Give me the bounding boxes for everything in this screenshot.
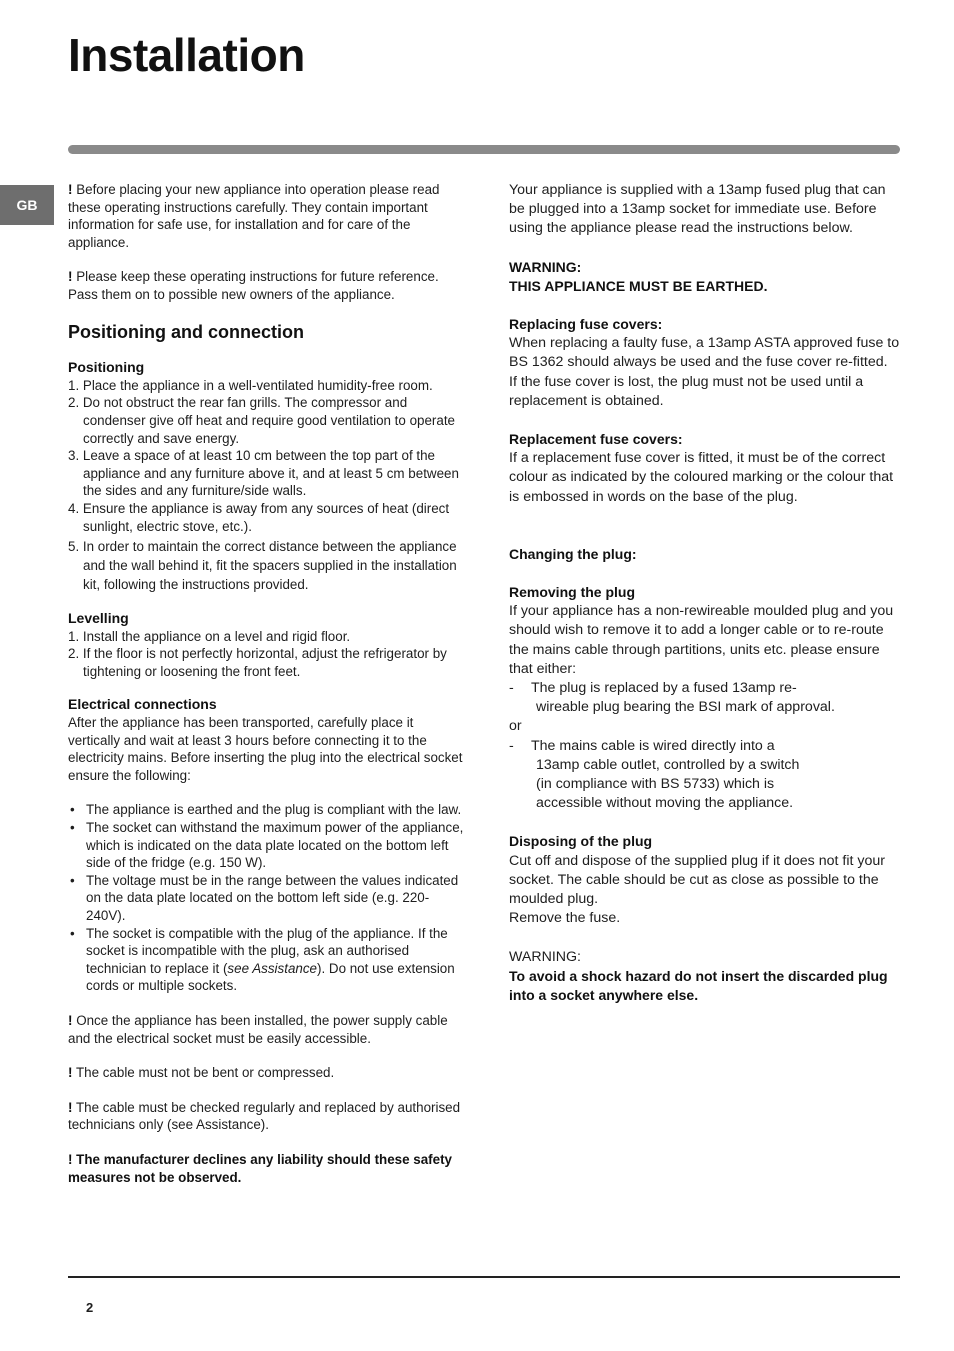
remove-fuse-text: Remove the fuse.: [509, 910, 621, 927]
left-column: [68, 181, 464, 1186]
note-text: The cable must not be bent or compressed.: [72, 1065, 335, 1081]
page-number: 2: [86, 1300, 94, 1315]
replacement-heading: Replacement fuse covers:: [509, 431, 683, 448]
exclamation-mark: !: [68, 182, 73, 197]
note-text: The cable must be checked regularly and replaced by authorised technicians only (see Assistance).: [68, 1099, 461, 1133]
list-item: 2. If the floor is not perfectly horizontal, adjust the refrigerator by tightening or loosening the front feet.: [68, 646, 447, 679]
positioning-list: [68, 377, 464, 594]
replacement-text: If a replacement fuse cover is fitted, it must be of the correct colour as indicated by the coloured marking or the colour that is embossed in words on the base of the plug.: [509, 450, 894, 505]
removing-text: If your appliance has a non-rewireable moulded plug and you should wish to remove it to add a longer cable or to re-route the mains cable through partitions, units etc. please ensure that either:: [509, 603, 894, 677]
note-accessible: [68, 1012, 464, 1047]
disposing-heading: Disposing of the plug: [509, 833, 653, 850]
right-column: [509, 181, 901, 1005]
note-cable-checked: [68, 1099, 464, 1134]
or-text: or: [509, 718, 522, 735]
language-tab: GB: [0, 185, 54, 225]
exclamation-mark: !: [68, 1065, 73, 1081]
replacing-text: When replacing a faulty fuse, a 13amp ASTA approved fuse to BS 1362 should always be used and the fuse cover re-fitted.: [509, 335, 900, 371]
changing-heading: Changing the plug:: [509, 545, 637, 562]
shock-warning-label: WARNING:: [509, 948, 581, 965]
list-item: [68, 925, 464, 995]
dash-mark: -: [509, 737, 514, 754]
list-item: • The voltage must be in the range between the values indicated on the data plate located on the bottom left side (e.g. 220-240V).: [68, 872, 464, 925]
page-title: Installation: [68, 29, 305, 81]
footer-rule: [68, 1276, 900, 1278]
earth-warning-label: WARNING:: [509, 258, 582, 275]
intro-note-1-text: Before placing your new appliance into operation please read these operating instructions carefully. They contain important information for safe use, for installation and for care of the appliance.: [68, 182, 440, 250]
disposing-text: Cut off and dispose of the supplied plug if it does not fit your socket. The cable should be cut as close as possible to the moulded plug.: [509, 852, 885, 908]
plug-intro: Your appliance is supplied with a 13amp fused plug that can be plugged into a 13amp socket for immediate use. Before using the appliance please read the instructions below.: [509, 182, 886, 237]
bullet-text: The socket is compatible with the plug of the appliance. If the socket is incompatible with the plug, ask an authorised technician to replace it (: [86, 925, 448, 976]
shock-warning-text: To avoid a shock hazard do not insert the discarded plug into a socket anywhere else.: [509, 967, 888, 1003]
option-text: The plug is replaced by a fused 13amp re-: [531, 680, 797, 697]
note-text: Once the appliance has been installed, the power supply cable and the electrical socket must be easily accessible.: [68, 1012, 448, 1046]
list-item: 5. In order to maintain the correct distance between the appliance and the wall behind it, fit the spacers supplied in the installation kit, following the instructions provided.: [68, 539, 457, 593]
replacing-text-2: If the fuse cover is lost, the plug must not be used until a replacement is obtained.: [509, 373, 864, 409]
option-text: wireable plug bearing the BSI mark of approval.: [536, 699, 835, 716]
electrical-intro: After the appliance has been transported, carefully place it vertically and wait at least 3 hours before connecting it to the electricity mains. Before inserting the plug into the electrical socket ensure the following:: [68, 715, 463, 783]
bullet-text: ). Do not use extension cords or multiple sockets.: [86, 960, 455, 994]
intro-note-2-text: Please keep these operating instructions for future reference. Pass them on to possible new owners of the appliance.: [68, 269, 439, 302]
electrical-heading: Electrical connections: [68, 696, 217, 713]
exclamation-mark: !: [68, 1099, 73, 1115]
electrical-checklist: [68, 801, 464, 995]
list-item: 2. Do not obstruct the rear fan grills. The compressor and condenser give off heat and require good ventilation to operate correctly and save energy.: [68, 395, 455, 446]
earth-warning-text: THIS APPLIANCE MUST BE EARTHED.: [509, 277, 768, 294]
replacing-heading: Replacing fuse covers:: [509, 316, 663, 333]
dash-mark: -: [509, 680, 514, 697]
section-title: Positioning and connection: [68, 321, 304, 342]
list-item: 1. Place the appliance in a well-ventilated humidity-free room.: [68, 377, 433, 393]
exclamation-mark: !: [68, 269, 73, 285]
levelling-heading: Levelling: [68, 610, 129, 627]
removing-heading: Removing the plug: [509, 584, 635, 601]
list-item: • The appliance is earthed and the plug is compliant with the law.: [68, 801, 464, 819]
list-item: 4. Ensure the appliance is away from any sources of heat (direct sunlight, electric stove, etc.).: [68, 500, 450, 534]
note-cable-bent: [68, 1064, 464, 1082]
intro-note-1: [68, 181, 464, 251]
intro-note-2: [68, 268, 464, 303]
option-cable-outlet: [509, 737, 901, 814]
list-item: 3. Leave a space of at least 10 cm between the top part of the appliance and any furniture above it, and at least 5 cm between the sides and any furniture/side walls.: [68, 448, 459, 499]
levelling-list: [68, 628, 464, 681]
liability-warning: ! The manufacturer declines any liability should these safety measures not be observed.: [68, 1151, 452, 1185]
header-rule: [68, 145, 900, 154]
exclamation-mark: !: [68, 1012, 73, 1028]
option-fused-plug: [509, 679, 901, 717]
list-item: 1. Install the appliance on a level and rigid floor.: [68, 628, 351, 644]
positioning-heading: Positioning: [68, 359, 145, 376]
list-item: • The socket can withstand the maximum power of the appliance, which is indicated on the data plate located on the bottom left side of the fridge (e.g. 150 W).: [68, 819, 464, 872]
option-text: 13amp cable outlet, controlled by a switch (in compliance with BS 5733) which is accessible without moving the appliance.: [536, 756, 800, 812]
option-text: The mains cable is wired directly into a: [531, 737, 775, 754]
see-assistance-ref: see Assistance: [227, 960, 317, 976]
